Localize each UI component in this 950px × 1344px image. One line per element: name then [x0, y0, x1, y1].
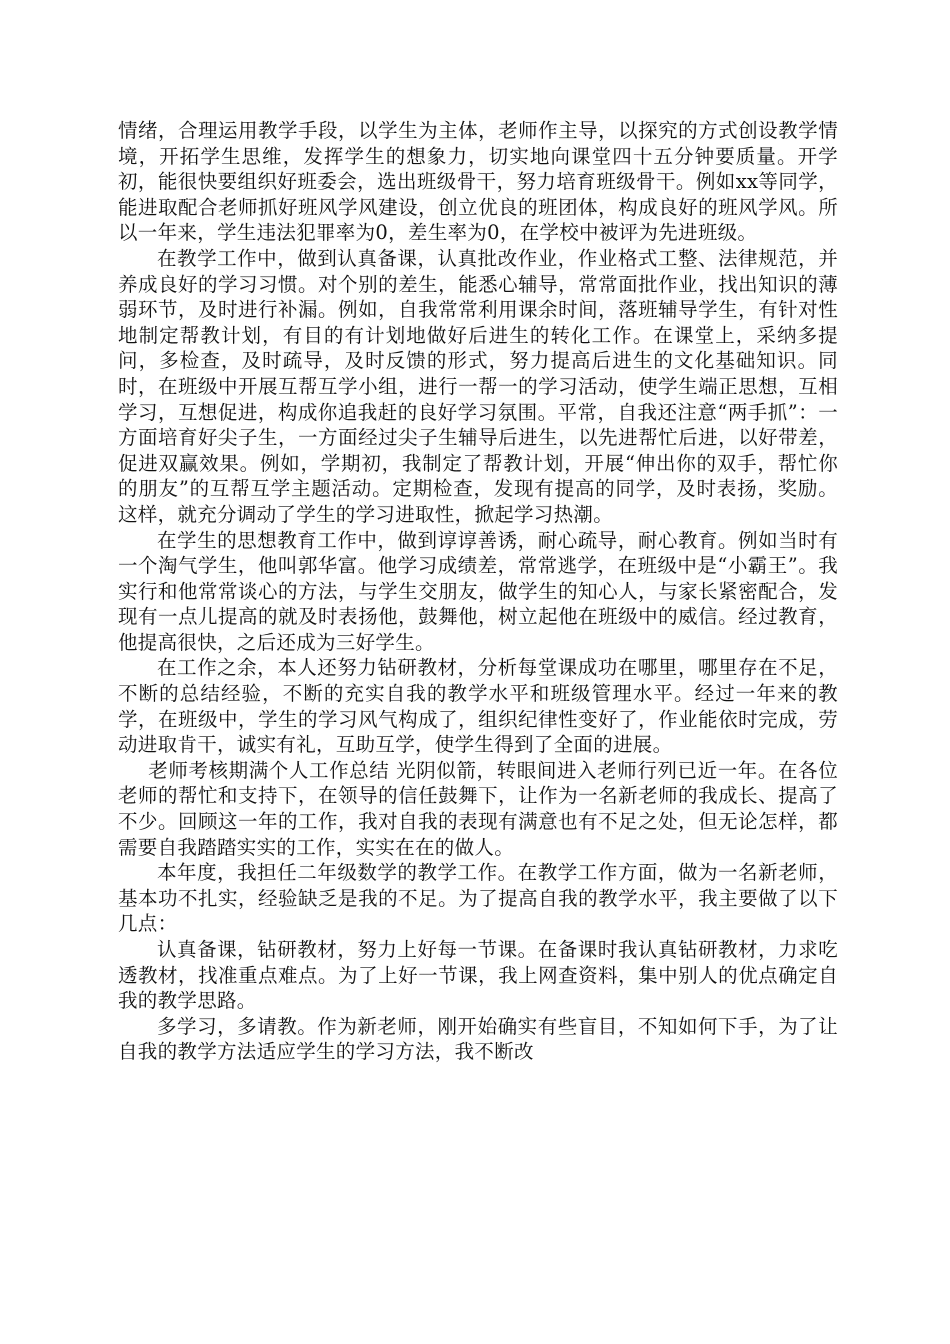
paragraph-4: 在工作之余，本人还努力钻研教材，分析每堂课成功在哪里，哪里存在不足，不断的总结经验，不断的充实自我的教学水平和班级管理水平。经过一年来的教学，在班级中，学生的学习风气构成了，组织纪律性变好了，作业能依时完成，劳动进取肯干，诚实有礼，互助互学，使学生得到了全面的进展。 [118, 656, 838, 757]
paragraph-7: 认真备课，钻研教材，努力上好每一节课。在备课时我认真钻研教材，力求吃透教材，找准重点难点。为了上好一节课，我上网查资料，集中别人的优点确定自我的教学思路。 [118, 938, 838, 1013]
paragraph-8: 多学习，多请教。作为新老师，刚开始确实有些盲目，不知如何下手，为了让自我的教学方法适应学生的学习方法，我不断改 [118, 1014, 838, 1064]
paragraph-1: 情绪，合理运用教学手段，以学生为主体，老师作主导，以探究的方式创设教学情境，开拓学生思维，发挥学生的想象力，切实地向课堂四十五分钟要质量。开学初，能很快要组织好班委会，选出班级骨干，努力培育班级骨干。例如xx等同学，能进取配合老师抓好班风学风建设，创立优良的班团体，构成良好的班风学风。所以一年来，学生违法犯罪率为0，差生率为0，在学校中被评为先进班级。 [118, 119, 838, 245]
document-body [118, 118, 838, 1065]
paragraph-3: 在学生的思想教育工作中，做到谆谆善诱，耐心疏导，耐心教育。例如当时有一个淘气学生，他叫郭华富。他学习成绩差，常常逃学，在班级中是“小霸王”。我实行和他常常谈心的方法，与学生交朋友，做学生的知心人，与家长紧密配合，发现有一点儿提高的就及时表扬他，鼓舞他，树立起他在班级中的威信。经过教育，他提高很快，之后还成为三好学生。 [118, 528, 838, 654]
paragraph-6: 本年度，我担任二年级数学的教学工作。在教学工作方面，做为一名新老师，基本功不扎实，经验缺乏是我的不足。为了提高自我的教学水平，我主要做了以下几点： [118, 861, 838, 936]
paragraph-2: 在教学工作中，做到认真备课，认真批改作业，作业格式工整、法律规范，并养成良好的学习习惯。对个别的差生，能悉心辅导，常常面批作业，找出知识的薄弱环节，及时进行补漏。例如，自我常常利用课余时间，落班辅导学生，有针对性地制定帮教计划，有目的有计划地做好后进生的转化工作。在课堂上，采纳多提问，多检查，及时疏导，及时反馈的形式，努力提高后进生的文化基础知识。同时，在班级中开展互帮互学小组，进行一帮一的学习活动，使学生端正思想，互相学习，互想促进，构成你追我赶的良好学习氛围。平常，自我还注意“两手抓”：一方面培育好尖子生，一方面经过尖子生辅导后进生，以先进帮忙后进，以好带差，促进双赢效果。例如，学期初，我制定了帮教计划，开展“伸出你的双手，帮忙你的朋友”的互帮互学主题活动。定期检查，发现有提高的同学，及时表扬，奖励。这样，就充分调动了学生的学习进取性，掀起学习热潮。 [118, 246, 838, 526]
paragraph-5: 老师考核期满个人工作总结 光阴似箭，转眼间进入老师行列已近一年。在各位老师的帮忙和支持下，在领导的信任鼓舞下，让作为一名新老师的我成长、提高了不少。回顾这一年的工作，我对自我的表现有满意也有不足之处，但无论怎样，都需要自我踏踏实实的工作，实实在在的做人。 [118, 758, 838, 859]
